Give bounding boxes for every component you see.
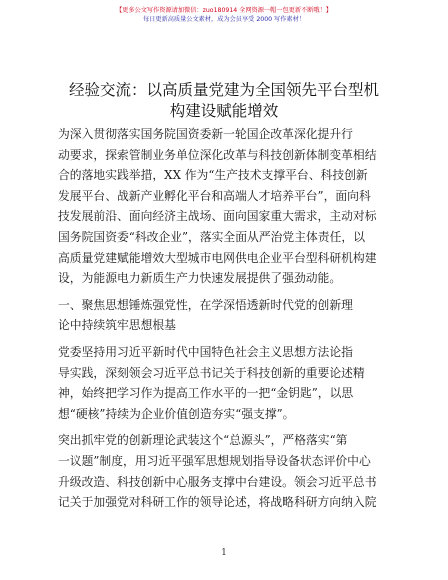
text-line: 一议题”制度，用习近平强军思想规划指导设备状态评价中心 bbox=[58, 453, 371, 468]
text-line: 设，为能源电力新质生产力快速发展提供了强劲动能。 bbox=[58, 271, 342, 286]
promo-line-2: 每日更新高质量公文素材，成为会员享受 2000 写作素材！ bbox=[143, 16, 305, 23]
text-line: 记关于加强党对科研工作的领导论述，将战略科研方向纳入院 bbox=[58, 495, 377, 510]
text-line: 党委坚持用习近平新时代中国特色社会主义思想方法论指 bbox=[58, 344, 353, 359]
text-line: 神，始终把学习作为提高工作水平的一把“金钥匙”，以思 bbox=[58, 386, 354, 401]
text-line: 想“硬核”持续为企业价值创造夯实“强支撑”。 bbox=[58, 406, 295, 421]
section-heading bbox=[58, 295, 398, 336]
body-paragraph bbox=[58, 342, 398, 424]
text-line: 为深入贯彻落实国务院国资委新一轮国企改革深化提升行 bbox=[58, 127, 353, 141]
text-line: 升级改造、科技创新中心服务支撑中台建设。领会习近平总书 bbox=[58, 474, 377, 489]
text-line: 合的落地实践举措，XX 作为“生产技术支撑平台、科技创新 bbox=[58, 168, 368, 183]
text-line: 论中持续筑牢思想根基 bbox=[58, 318, 176, 333]
body-paragraph bbox=[58, 430, 398, 512]
text-line: 动要求，探索管制业务单位深化改革与科技创新体制变革相结 bbox=[58, 147, 377, 162]
text-line: 突出抓牢党的创新理论武装这个“总源头”，严格落实“第 bbox=[58, 433, 348, 448]
text-line: 导实践，深刻领会习近平总书记关于科技创新的重要论述精 bbox=[58, 365, 365, 380]
text-line: 一、聚焦思想锤炼强党性，在学深悟透新时代党的创新理 bbox=[58, 297, 353, 312]
title-line-1: 经验交流：以高质量党建为全国领先平台型机 bbox=[68, 81, 379, 99]
intro-paragraph bbox=[58, 124, 398, 289]
page-number: 1 bbox=[221, 548, 227, 558]
title-line-2: 构建设赋能增效 bbox=[169, 102, 279, 120]
text-line: 高质量党建赋能增效大型城市电网供电企业平台型科研机构建 bbox=[58, 250, 377, 265]
promo-line-1: 【更多公文写作资源请加微信：zuo180914 全网资源一帽一包更新不断哦！】 bbox=[116, 7, 332, 14]
promo-banner bbox=[0, 6, 448, 24]
text-line: 国务院国资委“科改企业”，落实全面从严治党主体责任，以 bbox=[58, 229, 365, 244]
document-body bbox=[58, 124, 398, 513]
document-title bbox=[40, 80, 408, 122]
text-line: 发展平台、战新产业孵化平台和高端人才培养平台”，面向科 bbox=[58, 188, 371, 203]
text-line: 技发展前沿、面向经济主战场、面向国家重大需求，主动对标 bbox=[58, 209, 377, 224]
